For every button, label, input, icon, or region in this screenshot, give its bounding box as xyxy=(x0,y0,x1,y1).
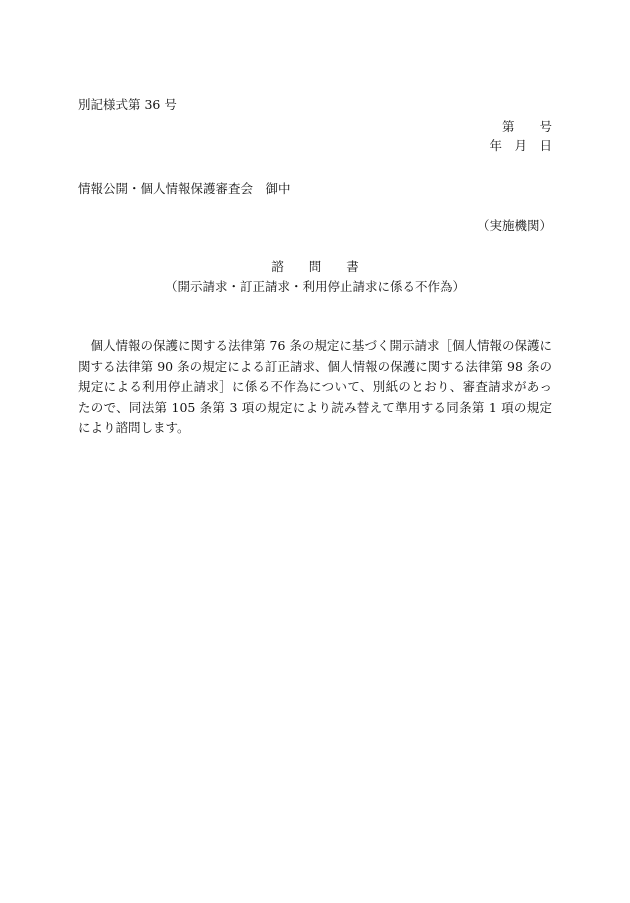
document-subtitle: （開示請求・訂正請求・利用停止請求に係る不作為） xyxy=(164,279,465,294)
sender-agency: （実施機関） xyxy=(476,218,552,233)
body-paragraph xyxy=(78,336,552,439)
document-title: 諮 問 書 xyxy=(271,259,359,274)
document-date-label: 年 月 日 xyxy=(489,138,552,153)
form-number: 別記様式第 36 号 xyxy=(78,97,177,112)
document-number-label: 第 号 xyxy=(501,119,552,134)
body-text: 個人情報の保護に関する法律第 76 条の規定に基づく開示請求［個人情報の保護に関する法律第 90 条の規定による訂正請求、個人情報の保護に関する法律第 98 条の規定による利用停止請求］に係る不作為について、別紙のとおり、審査請求があったので、同法第 105 条第 3 項の規定により読み替えて準用する同条第 1 項の規定により諮問します。 xyxy=(78,338,552,435)
addressee: 情報公開・個人情報保護審査会 御中 xyxy=(78,181,291,196)
